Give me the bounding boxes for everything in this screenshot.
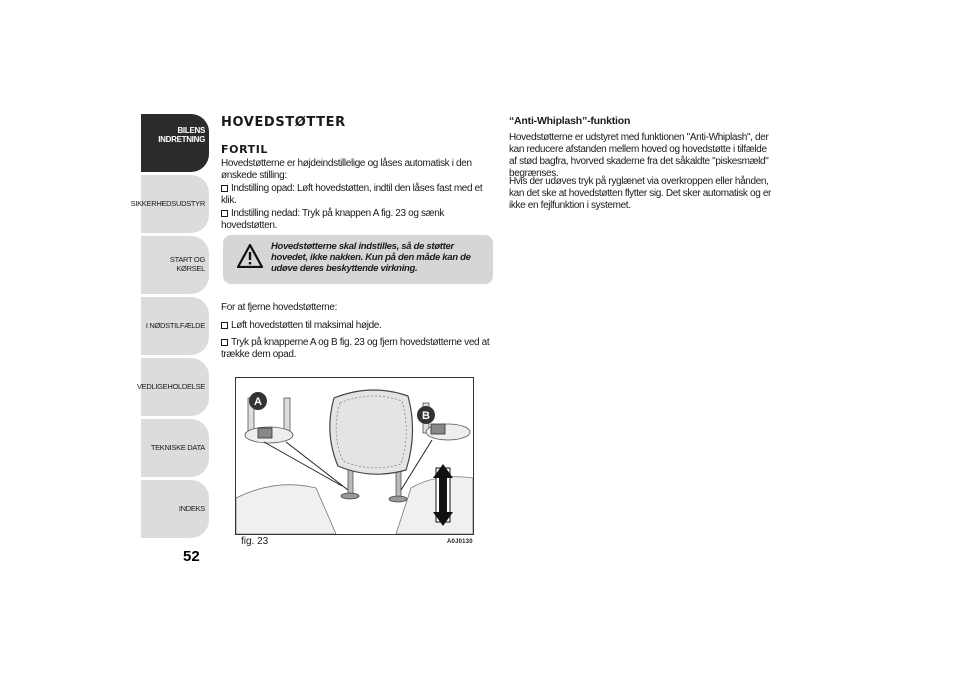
bullet-text: Løft hovedstøtten til maksimal højde. [231,320,382,331]
tab-start-og-korsel[interactable] [141,236,209,294]
label-a: A [254,396,262,408]
tab-label: VEDLIGEHOLDELSE [136,381,205,391]
bullet-text: Indstilling opad: Løft hovedstøtten, indtil den låses fast med et klik. [221,183,483,206]
tab-label: INDEKS [178,503,205,513]
bullet-text: Indstilling nedad: Tryk på knappen A fig. 23 og sænk hovedstøtten. [221,208,445,231]
tab-label: I NØDSTILFÆLDE [145,320,205,330]
tab-label: BILENS INDRETNING [158,126,205,145]
tab-vedligeholdelse[interactable] [136,358,209,416]
headrest-illustration [236,378,473,534]
headrest-figure [235,377,474,535]
tab-tekniske-data[interactable] [141,419,209,477]
checkbox-bullet-icon [221,210,228,217]
bullet-item [221,183,493,207]
tab-label: TEKNISKE DATA [150,442,205,452]
bullet-item [221,320,493,332]
anti-whiplash-title: “Anti-Whiplash”-funktion [509,115,631,127]
remove-intro: For at fjerne hovedstøtterne: [221,302,338,313]
checkbox-bullet-icon [221,322,228,329]
checkbox-bullet-icon [221,185,228,192]
tab-indeks[interactable] [141,480,209,538]
figure-caption: fig. 23 [241,536,269,547]
warning-triangle-icon [237,244,263,268]
warning-box [223,235,493,284]
chapter-tabs [130,114,209,541]
bullet-item [221,337,493,361]
section-subheading: FORTIL [221,143,269,156]
bullet-item [221,208,493,232]
page-number: 52 [183,548,200,565]
checkbox-bullet-icon [221,339,228,346]
figure-code: A0J0130 [447,539,473,545]
intro-paragraph: Hovedstøtterne er højdeindstillelige og låses automatisk i den ønskede stilling: [221,158,472,181]
tab-bilens-indretning[interactable] [141,114,209,172]
section-heading: HOVEDSTØTTER [221,115,346,130]
anti-whiplash-paragraph-2: Hvis der udøves tryk på ryglænet via overkroppen eller hånden, kan det ske at hovedstøtten flytter sig. Det sker automatisk og er ikke en fejlfunktion i systemet. [509,176,772,211]
tab-label: SIKKERHEDSUDSTYR [130,198,205,208]
tab-sikkerhedsudstyr[interactable] [130,175,209,233]
label-b: B [422,410,430,422]
tab-i-nodstilfaelde[interactable] [141,297,209,355]
bullet-text: Tryk på knapperne A og B fig. 23 og fjern hovedstøtterne ved at trække dem opad. [221,337,490,360]
warning-text: Hovedstøtterne skal indstilles, så de støtter hovedet, ikke nakken. Kun på den måde kan de udøve deres beskyttende virkning. [271,241,471,274]
anti-whiplash-paragraph-1: Hovedstøtterne er udstyret med funktionen "Anti-Whiplash", der kan reducere afstanden mellem hoved og hovedstøtte i tilfælde af stød bagfra, hvorved skaderne fra det såkaldte "piskesmæld" begrænses. [509,132,769,179]
tab-label: START OG KØRSEL [169,255,205,273]
